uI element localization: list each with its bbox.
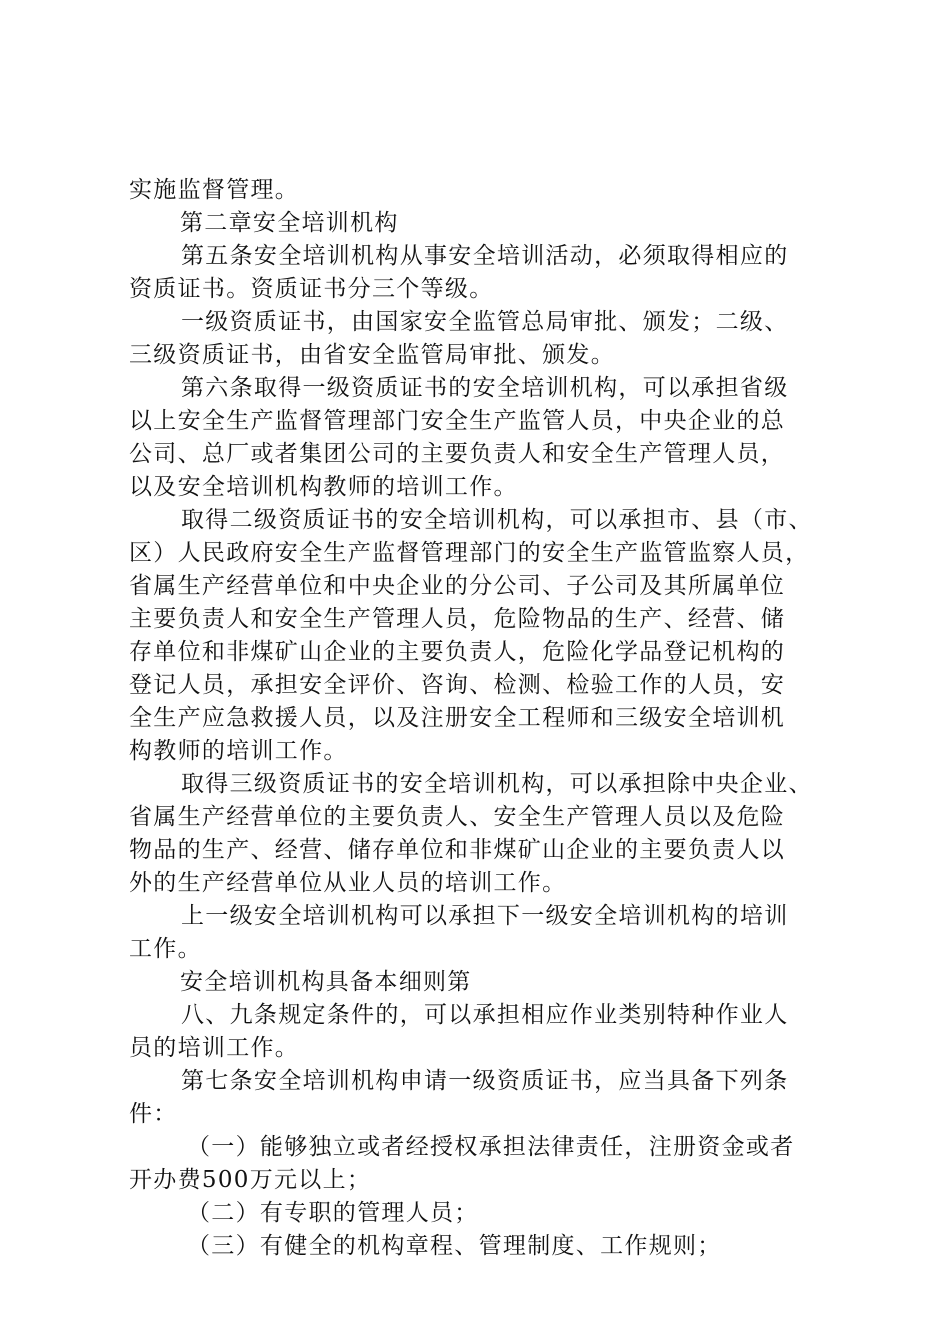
text-line: 开办费500万元以上； xyxy=(129,1167,372,1193)
text-line: 第七条安全培训机构申请一级资质证书，应当具备下列条 xyxy=(181,1068,789,1094)
text-line: 件： xyxy=(129,1101,178,1127)
text-line: 员的培训工作。 xyxy=(129,1035,300,1061)
text-line: 区）人民政府安全生产监督管理部门的安全生产监管监察人员， xyxy=(129,540,810,566)
text-line: 三级资质证书，由省安全监管局审批、颁发。 xyxy=(129,342,615,368)
text-line: 第六条取得一级资质证书的安全培训机构，可以承担省级 xyxy=(181,375,789,401)
text-line: 以上安全生产监督管理部门安全生产监管人员，中央企业的总 xyxy=(129,408,786,434)
text-line: 取得二级资质证书的安全培训机构，可以承担市、县（市、 xyxy=(181,507,813,533)
text-line: 公司、总厂或者集团公司的主要负责人和安全生产管理人员， xyxy=(129,441,786,467)
text-line: 物品的生产、经营、储存单位和非煤矿山企业的主要负责人以 xyxy=(129,837,786,863)
text-line: 存单位和非煤矿山企业的主要负责人，危险化学品登记机构的 xyxy=(129,639,786,665)
text-line: 全生产应急救援人员，以及注册安全工程师和三级安全培训机 xyxy=(129,705,786,731)
text-line: 省属生产经营单位的主要负责人、安全生产管理人员以及危险 xyxy=(129,804,786,830)
text-line: 第五条安全培训机构从事安全培训活动，必须取得相应的 xyxy=(181,243,789,269)
text-line: 实施监督管理。 xyxy=(129,177,300,203)
text-line: 上一级安全培训机构可以承担下一级安全培训机构的培训 xyxy=(181,903,789,929)
text-line: 安全培训机构具备本细则第 xyxy=(180,969,472,995)
list-item: （三）有健全的机构章程、管理制度、工作规则； xyxy=(187,1233,722,1259)
text-line: 主要负责人和安全生产管理人员，危险物品的生产、经营、储 xyxy=(129,606,786,632)
text-line: 登记人员，承担安全评价、咨询、检测、检验工作的人员，安 xyxy=(129,672,786,698)
text-line: 八、九条规定条件的，可以承担相应作业类别特种作业人 xyxy=(181,1002,789,1028)
text-line: 工作。 xyxy=(129,936,202,962)
text-line: 资质证书。资质证书分三个等级。 xyxy=(129,276,494,302)
text-line: 一级资质证书，由国家安全监管总局审批、颁发；二级、 xyxy=(181,309,789,335)
chapter-heading: 第二章安全培训机构 xyxy=(180,210,399,236)
text-line: 以及安全培训机构教师的培训工作。 xyxy=(129,474,518,500)
text-line: 构教师的培训工作。 xyxy=(129,738,348,764)
text-line: 外的生产经营单位从业人员的培训工作。 xyxy=(129,870,567,896)
text-line: 取得三级资质证书的安全培训机构，可以承担除中央企业、 xyxy=(181,771,813,797)
list-item: （一）能够独立或者经授权承担法律责任，注册资金或者 xyxy=(187,1134,795,1160)
list-item: （二）有专职的管理人员； xyxy=(187,1200,479,1226)
text-line: 省属生产经营单位和中央企业的分公司、子公司及其所属单位 xyxy=(129,573,786,599)
